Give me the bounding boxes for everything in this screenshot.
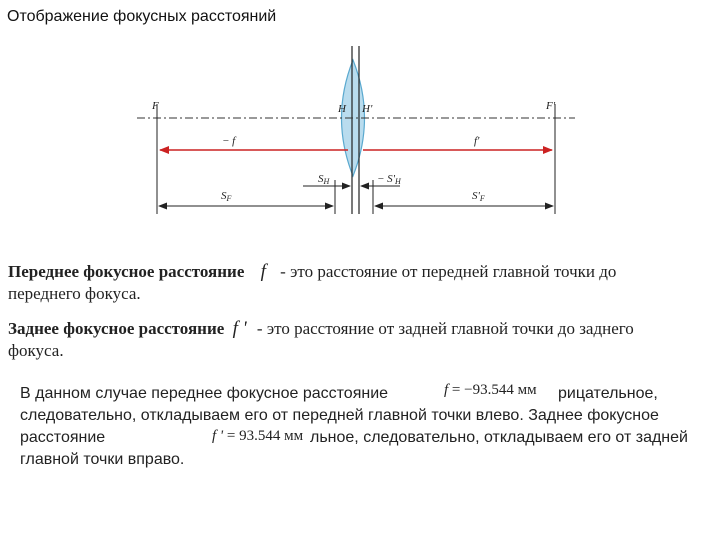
- label-neg-f: − f: [222, 135, 236, 147]
- label-f-point: F: [152, 100, 159, 112]
- front-focal-term: Переднее фокусное расстояние: [8, 262, 245, 281]
- note-line-4: главной точки вправо.: [20, 451, 185, 468]
- front-focal-text-2: переднего фокуса.: [8, 284, 141, 303]
- front-focal-symbol: f: [260, 261, 266, 282]
- note-line-2: следовательно, откладываем его от передней главной точки влево. Заднее фокусное: [20, 407, 659, 424]
- label-s-f: SF: [221, 190, 232, 203]
- back-focal-text-2: фокуса.: [8, 341, 64, 360]
- label-f-prime: f': [474, 135, 480, 147]
- note-line-3a: расстояние: [20, 429, 106, 446]
- back-focal-value: f ' = 93.544 мм: [212, 428, 304, 444]
- label-s-f-prime: S'F: [472, 190, 485, 203]
- back-focal-term: Заднее фокусное расстояние: [8, 319, 225, 338]
- front-focal-value: f = −93.544 мм: [444, 382, 537, 398]
- label-neg-s-h-prime: − S'H: [377, 173, 401, 186]
- back-focal-text: - это расстояние от задней главной точки до заднего: [256, 319, 634, 338]
- note-line-1b: рицательное,: [558, 385, 658, 402]
- label-f-prime-point: F': [546, 100, 556, 112]
- note-line-3b: льное, следовательно, откладываем его от задней: [310, 429, 688, 446]
- back-focal-definition: [8, 318, 708, 362]
- note-line-1a: В данном случае переднее фокусное расстояние: [20, 385, 389, 402]
- label-h-prime: H': [362, 103, 373, 115]
- label-h: H: [338, 103, 346, 115]
- front-focal-text: - это расстояние от передней главной точки до: [280, 262, 617, 281]
- focal-length-diagram: [0, 0, 720, 230]
- label-s-h: SH: [318, 173, 330, 186]
- back-focal-symbol: f ': [232, 318, 247, 339]
- front-focal-definition: [8, 261, 708, 305]
- page-title: Отображение фокусных расстояний: [7, 8, 277, 25]
